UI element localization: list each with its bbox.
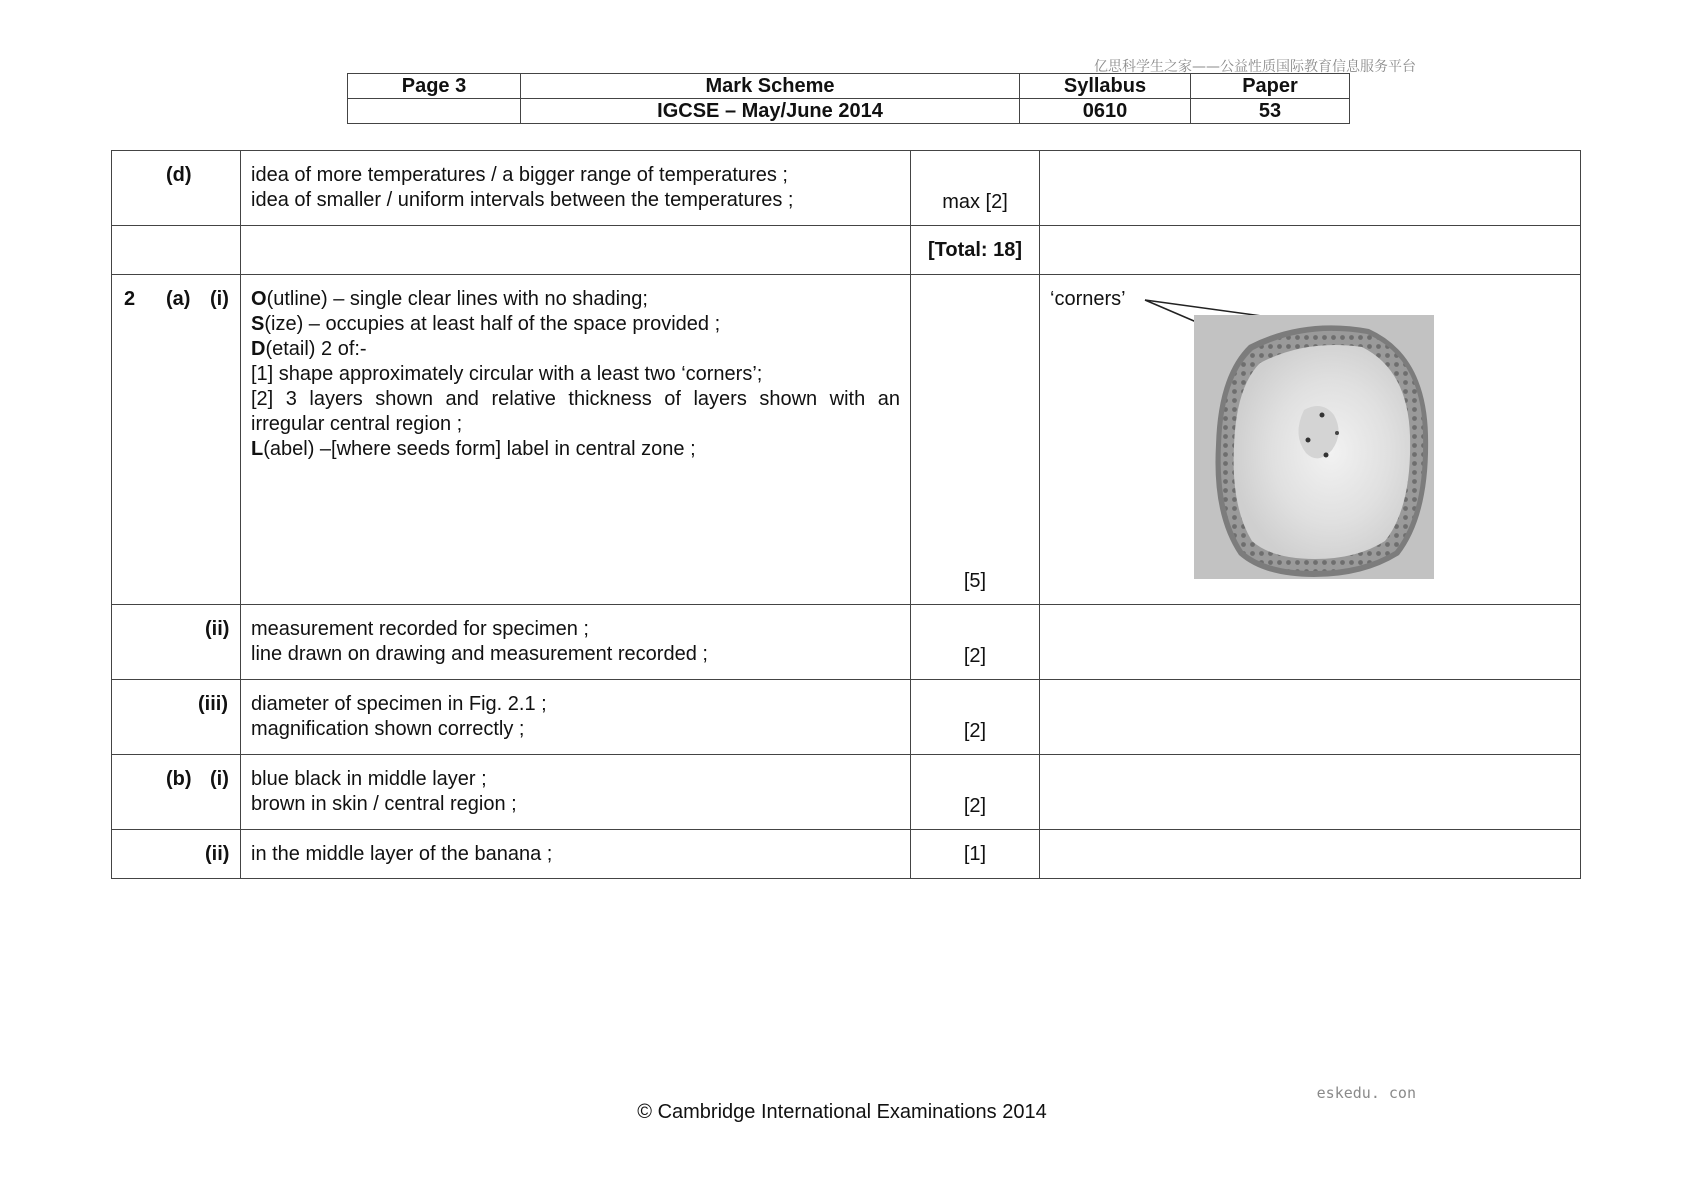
guidance-cell xyxy=(1040,680,1581,755)
marks-cell xyxy=(911,755,1040,830)
answer-cell xyxy=(241,605,911,680)
criterion-text: (abel) –[where seeds form] label in central zone ; xyxy=(263,438,696,460)
criterion-key: L xyxy=(251,438,264,460)
answer-line: idea of smaller / uniform intervals between the temperatures ; xyxy=(251,189,794,211)
marks-value: [2] xyxy=(963,645,987,667)
table-row xyxy=(112,275,1581,605)
guidance-cell xyxy=(1040,605,1581,680)
question-label-cell xyxy=(112,275,241,605)
answer-line xyxy=(251,337,900,362)
header-blank xyxy=(348,99,521,124)
question-label-cell xyxy=(112,680,241,755)
header-row-1 xyxy=(348,74,1350,99)
marks-value: [2] xyxy=(963,720,987,742)
guidance-cell xyxy=(1040,830,1581,879)
answer-line xyxy=(251,362,900,387)
header-syllabus-label: Syllabus xyxy=(1020,74,1191,99)
criterion-text: (etail) 2 of:- xyxy=(265,338,367,360)
marks-value: [2] xyxy=(963,795,987,817)
answer-cell xyxy=(241,755,911,830)
marks-cell xyxy=(911,226,1040,275)
mark-scheme-table xyxy=(111,150,1581,879)
table-row xyxy=(112,680,1581,755)
watermark-text: 亿思科学生之家——公益性质国际教育信息服务平台 xyxy=(1094,59,1416,75)
marks-value: [1] xyxy=(963,843,987,865)
answer-cell xyxy=(241,830,911,879)
part-label: (b) xyxy=(166,768,192,790)
answer-line: line drawn on drawing and measurement recorded ; xyxy=(251,643,708,665)
total-marks: [Total: 18] xyxy=(927,239,1023,261)
answer-line xyxy=(251,312,900,337)
corners-label: ‘corners’ xyxy=(1050,288,1126,310)
answer-line: diameter of specimen in Fig. 2.1 ; xyxy=(251,693,547,715)
criterion-key: O xyxy=(251,288,267,310)
answer-line: idea of more temperatures / a bigger range of temperatures ; xyxy=(251,164,788,186)
answer-cell xyxy=(241,680,911,755)
answer-line xyxy=(251,287,900,312)
table-row xyxy=(112,226,1581,275)
marks-cell xyxy=(911,830,1040,879)
header-row-2 xyxy=(348,99,1350,124)
guidance-cell xyxy=(1040,226,1581,275)
guidance-cell xyxy=(1040,755,1581,830)
marks-cell xyxy=(911,680,1040,755)
guidance-cell xyxy=(1040,151,1581,226)
banana-cross-section-image xyxy=(1194,315,1434,579)
table-row xyxy=(112,151,1581,226)
answer-cell xyxy=(241,226,911,275)
question-label-cell xyxy=(112,226,241,275)
marks-value: max [2] xyxy=(942,191,1008,213)
question-label-cell xyxy=(112,605,241,680)
header-paper-number: 53 xyxy=(1191,99,1350,124)
marks-cell xyxy=(911,605,1040,680)
answer-line: in the middle layer of the banana ; xyxy=(251,843,553,865)
question-label-cell xyxy=(112,151,241,226)
table-row xyxy=(112,605,1581,680)
header-paper-label: Paper xyxy=(1191,74,1350,99)
copyright-footer: © Cambridge International Examinations 2014 xyxy=(637,1101,1047,1123)
part-label: (a) xyxy=(166,288,191,310)
marks-value: [5] xyxy=(963,570,987,592)
criterion-key: S xyxy=(251,313,265,335)
header-table xyxy=(347,73,1350,124)
table-row xyxy=(112,755,1581,830)
marks-cell xyxy=(911,275,1040,605)
answer-line: brown in skin / central region ; xyxy=(251,793,517,815)
header-exam: IGCSE – May/June 2014 xyxy=(521,99,1020,124)
subpart-label: (i) xyxy=(210,288,229,310)
question-label-cell xyxy=(112,830,241,879)
part-label: (d) xyxy=(166,164,192,186)
answer-line xyxy=(251,387,900,437)
answer-line: blue black in middle layer ; xyxy=(251,768,487,790)
subpart-label: (iii) xyxy=(198,693,228,715)
answer-line: magnification shown correctly ; xyxy=(251,718,525,740)
header-title: Mark Scheme xyxy=(521,74,1020,99)
answer-line: measurement recorded for specimen ; xyxy=(251,618,589,640)
criterion-text: (utline) – single clear lines with no shading; xyxy=(266,288,648,310)
question-label-cell xyxy=(112,755,241,830)
criterion-text: (ize) – occupies at least half of the space provided ; xyxy=(264,313,721,335)
table-row xyxy=(112,830,1581,879)
header-page: Page 3 xyxy=(348,74,521,99)
marks-cell xyxy=(911,151,1040,226)
site-watermark: eskedu. con xyxy=(1316,1084,1416,1102)
subpart-label: (ii) xyxy=(205,618,230,640)
criterion-text: [1] shape approximately circular with a least two ‘corners’; xyxy=(251,363,763,385)
question-number: 2 xyxy=(124,288,136,310)
answer-cell xyxy=(241,275,911,605)
guidance-cell xyxy=(1040,275,1581,605)
subpart-label: (i) xyxy=(210,768,229,790)
subpart-label: (ii) xyxy=(205,843,230,865)
header-syllabus-code: 0610 xyxy=(1020,99,1191,124)
criterion-key: D xyxy=(251,338,266,360)
answer-line xyxy=(251,437,900,462)
criterion-text: [2] 3 layers shown and relative thickness of layers shown with an irregular central region ; xyxy=(251,388,900,435)
answer-cell xyxy=(241,151,911,226)
